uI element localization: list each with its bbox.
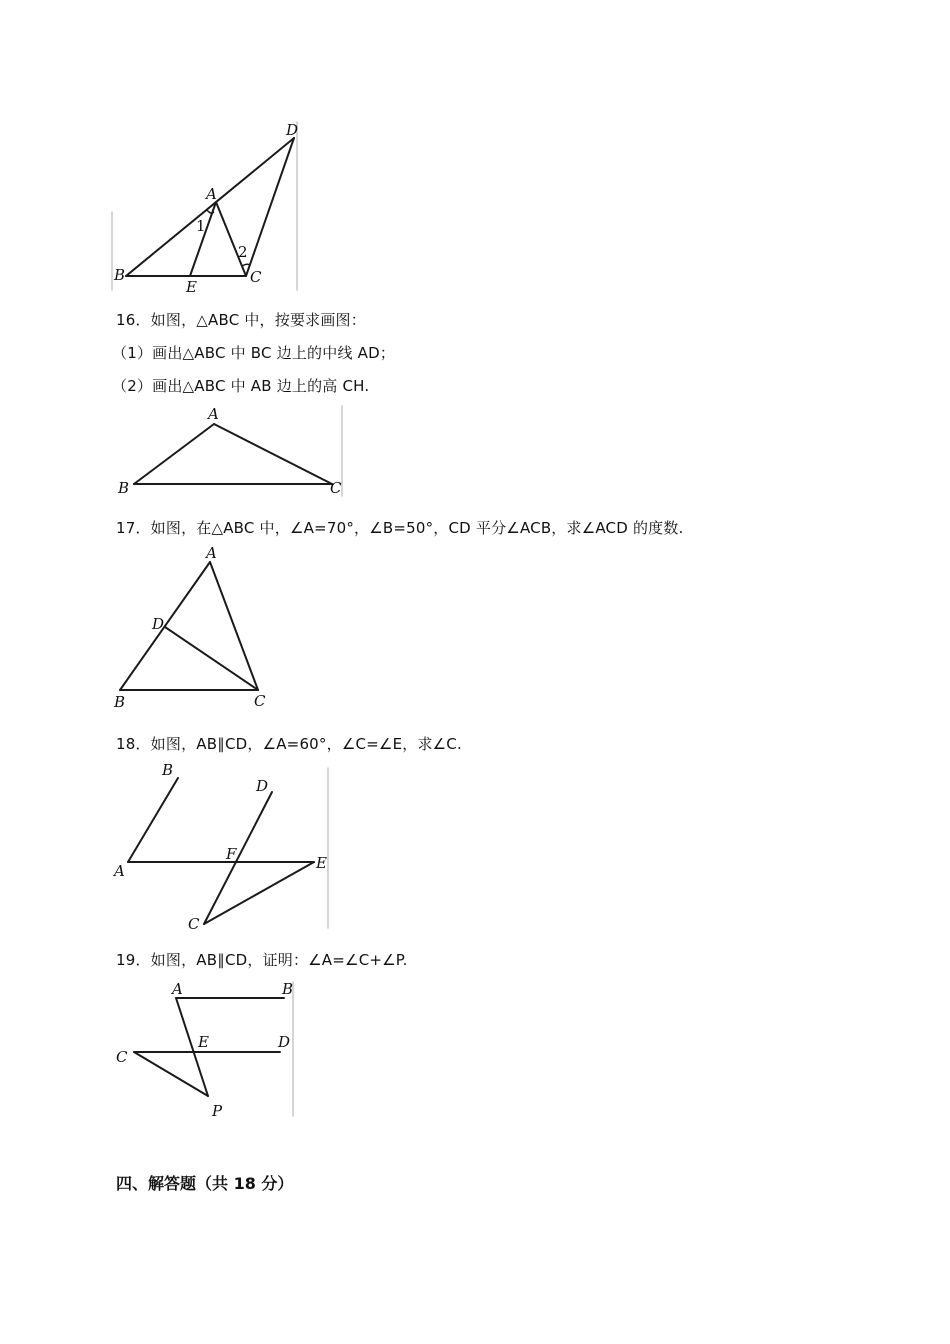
label-C: C (188, 915, 200, 933)
label-E: E (186, 278, 197, 296)
segment-AC (210, 562, 258, 690)
label-C: C (254, 692, 266, 710)
label-A: A (206, 185, 217, 203)
label-E: E (316, 854, 327, 872)
label-1: 1 (196, 217, 206, 235)
label-E: E (198, 1033, 209, 1051)
label-B: B (162, 761, 174, 779)
label-B: B (118, 479, 130, 497)
label-2: 2 (238, 243, 248, 261)
figure-16 (108, 402, 348, 498)
segment-DC (165, 627, 258, 690)
question-18-title: 18．如图，AB∥CD，∠A=60°，∠C=∠E，求∠C. (116, 735, 462, 753)
label-A: A (172, 980, 183, 998)
label-A: A (114, 862, 125, 880)
question-17-title: 17．如图，在△ABC 中，∠A=70°，∠B=50°，CD 平分∠ACB，求∠ACD 的度数. (116, 519, 684, 537)
figure-18 (108, 756, 336, 936)
question-16-title: 16．如图，△ABC 中，按要求画图： (116, 311, 366, 329)
segment-CP (134, 1052, 208, 1096)
figure-17 (108, 540, 278, 712)
label-P: P (212, 1102, 223, 1120)
label-A: A (206, 544, 217, 562)
label-C: C (116, 1048, 128, 1066)
section-4-heading: 四、解答题（共 18 分） (116, 1174, 294, 1193)
label-A: A (208, 405, 219, 423)
label-D: D (152, 615, 165, 633)
question-16-part-2: （2）画出△ABC 中 AB 边上的高 CH. (112, 377, 370, 395)
question-16-part-1: （1）画出△ABC 中 BC 边上的中线 AD； (112, 344, 396, 362)
segment-AB (120, 562, 210, 690)
segment-BD (126, 138, 294, 276)
label-B: B (114, 693, 126, 711)
segment-AB (128, 778, 178, 862)
figure-19 (108, 974, 304, 1122)
segment-AC (214, 424, 332, 484)
label-D: D (256, 777, 269, 795)
label-B: B (114, 266, 126, 284)
segment-AB (134, 424, 214, 484)
question-19-title: 19．如图，AB∥CD，证明：∠A=∠C+∠P. (116, 951, 408, 969)
label-C: C (330, 479, 342, 497)
label-B: B (282, 980, 294, 998)
figure-15 (108, 118, 308, 298)
label-F: F (226, 845, 237, 863)
label-D: D (286, 121, 299, 139)
segment-AC (216, 202, 246, 276)
label-D: D (278, 1033, 291, 1051)
label-C: C (250, 268, 262, 286)
